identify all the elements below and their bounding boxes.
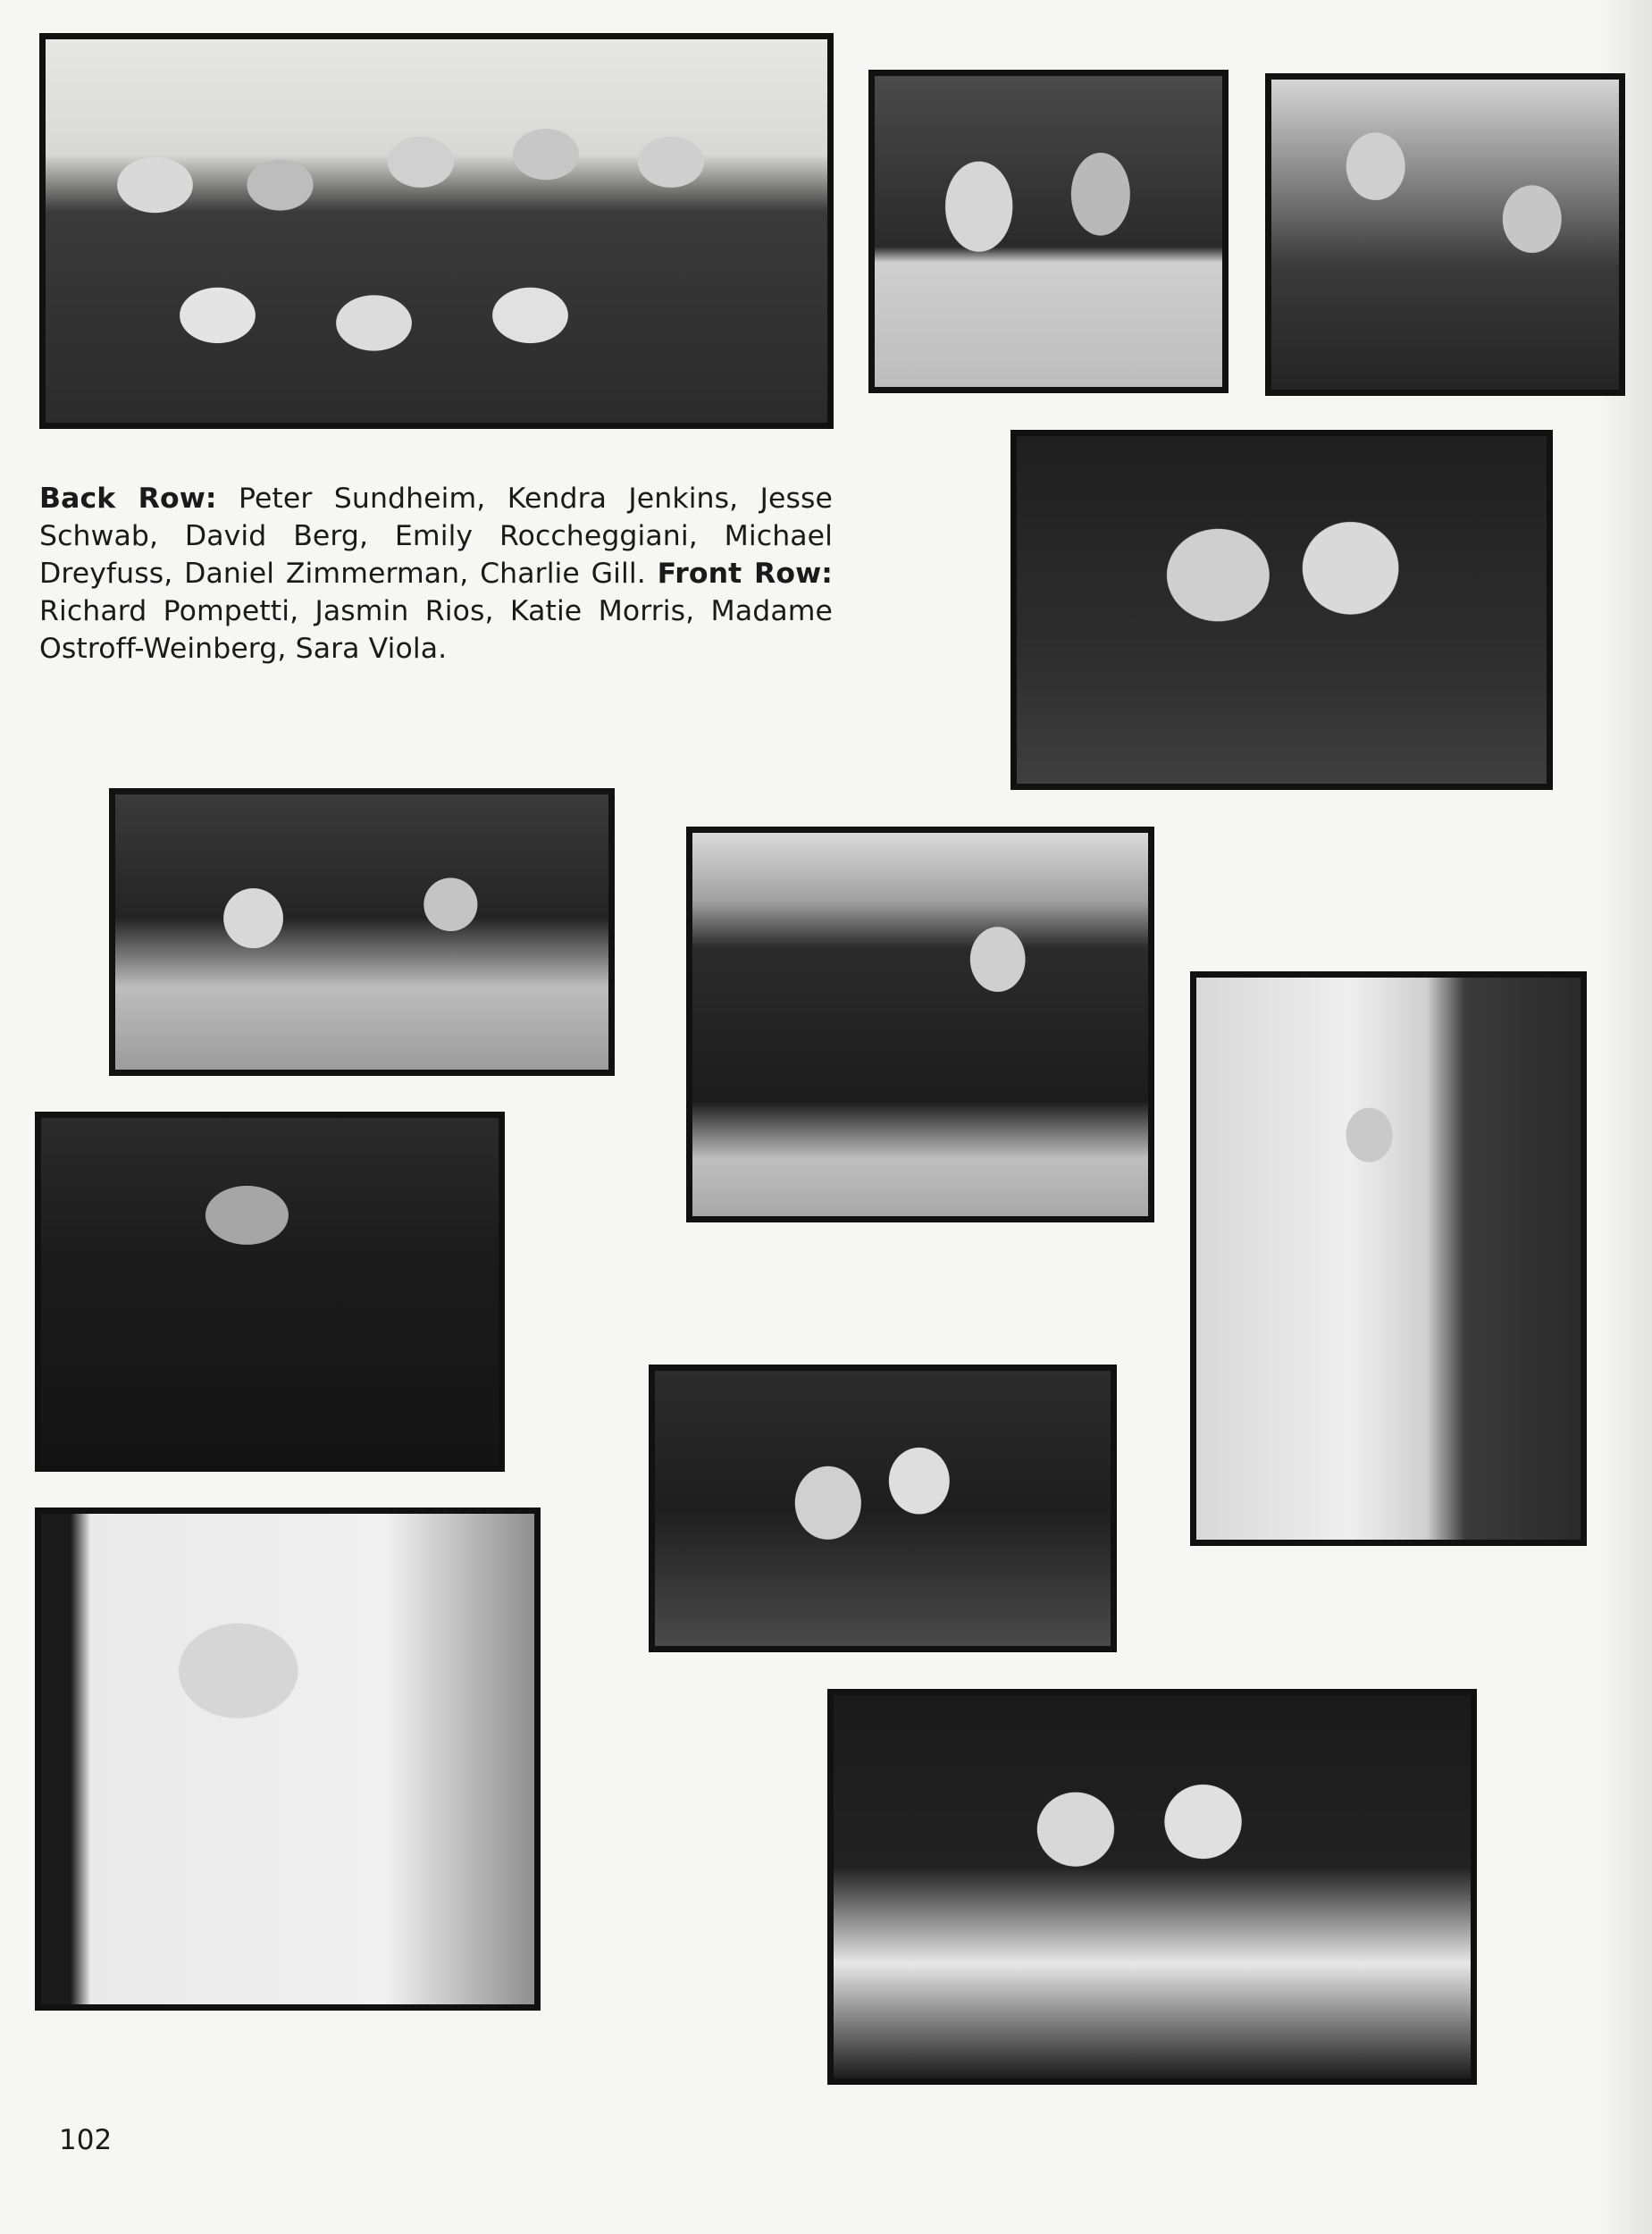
photo-hug-teacher (109, 788, 615, 1076)
photo-two-girls-hugging (649, 1365, 1117, 1652)
photo-two-girls-smiling (1010, 430, 1553, 790)
photo-two-girls-at-desk (868, 70, 1229, 393)
photo-boy-in-hoodie (35, 1112, 505, 1472)
front-row-names: Richard Pompetti, Jasmin Rios, Katie Morris, Madame Ostroff-Weinberg, Sara Viola. (39, 595, 833, 665)
photo-two-friends (827, 1689, 1477, 2085)
photo-boy-at-desk (686, 827, 1154, 1222)
group-photo (39, 33, 834, 429)
photo-boy-by-window (1190, 971, 1587, 1546)
page-number: 102 (59, 2124, 113, 2156)
front-row-label: Front Row: (657, 558, 833, 590)
back-row-names: Peter Sundheim, Kendra Jenkins, Jesse Schwab, David Berg, Emily Roccheggiani, Michael Dreyfuss, Daniel Zimmerman, Charlie Gill. (39, 483, 833, 590)
photo-boy-in-tie (35, 1508, 541, 2011)
photo-boys-talking (1265, 73, 1625, 396)
group-caption (39, 480, 833, 668)
back-row-label: Back Row: (39, 483, 217, 515)
